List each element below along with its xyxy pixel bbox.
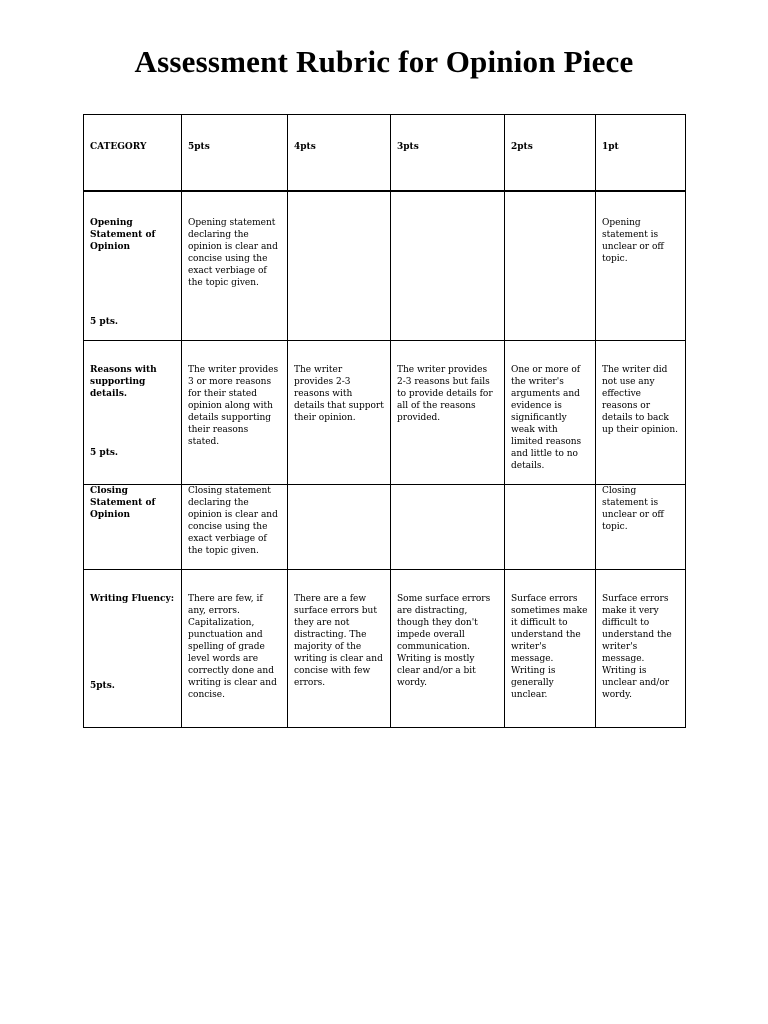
cell-text: Opening statement declaring the opinion is clear and concise using the exact verbiage of the topic given. <box>188 218 278 288</box>
rubric-cell <box>288 341 391 485</box>
cell-text: Opening statement is unclear or off topic. <box>602 218 664 264</box>
cell-text <box>505 192 595 217</box>
table-row <box>84 570 686 728</box>
category-points: 5 pts. <box>90 317 119 327</box>
cell-text: The writer provides 2-3 reasons with details that support their opinion. <box>294 365 384 423</box>
rubric-cell <box>505 485 596 570</box>
cell-text <box>391 192 504 217</box>
header-1pt: 1pt <box>602 142 619 152</box>
rubric-cell <box>505 341 596 485</box>
cell-text <box>288 192 390 217</box>
category-cell <box>84 485 182 570</box>
rubric-cell <box>182 191 288 341</box>
rubric-cell <box>288 570 391 728</box>
header-cell <box>84 115 182 192</box>
document-title: Assessment Rubric for Opinion Piece <box>134 44 634 79</box>
rubric-cell <box>596 341 686 485</box>
table-row <box>84 341 686 485</box>
rubric-cell <box>182 485 288 570</box>
cell-text: Closing statement is unclear or off topic. <box>602 486 664 532</box>
cell-text: There are few, if any, errors. Capitalization, punctuation and spelling of grade level words are correctly done and writing is clear and concise. <box>188 594 277 700</box>
rubric-cell <box>182 341 288 485</box>
rubric-cell <box>596 485 686 570</box>
category-cell <box>84 191 182 341</box>
rubric-cell <box>391 570 505 728</box>
cell-text: The writer provides 2-3 reasons but fails to provide details for all of the reasons provided. <box>397 365 493 423</box>
header-4pts: 4pts <box>294 142 316 152</box>
cell-text: Some surface errors are distracting, though they don't impede overall communication. Writing is mostly clear and/or a bit wordy. <box>397 594 491 688</box>
cell-text: One or more of the writer's arguments and evidence is significantly weak with limited reasons and little to no details. <box>511 365 582 471</box>
category-cell <box>84 570 182 728</box>
table-row <box>84 191 686 341</box>
rubric-cell <box>391 341 505 485</box>
header-5pts: 5pts <box>188 142 210 152</box>
header-cell <box>182 115 288 192</box>
cell-text: The writer did not use any effective reasons or details to back up their opinion. <box>602 365 679 435</box>
cell-text: Closing statement declaring the opinion is clear and concise using the exact verbiage of the topic given. <box>188 486 278 556</box>
category-name: Reasons with supporting details. <box>90 365 157 399</box>
category-name: Writing Fluency: <box>90 594 175 604</box>
header-category: CATEGORY <box>90 142 147 152</box>
cell-text: There are a few surface errors but they are not distracting. The majority of the writing is clear and concise with few errors. <box>294 594 383 688</box>
rubric-cell <box>505 570 596 728</box>
header-3pts: 3pts <box>397 142 419 152</box>
cell-text: The writer provides 3 or more reasons for their stated opinion along with details supporting their reasons stated. <box>188 365 279 447</box>
header-cell <box>391 115 505 192</box>
rubric-cell <box>288 485 391 570</box>
rubric-cell <box>182 570 288 728</box>
category-points: 5pts. <box>90 681 115 691</box>
rubric-cell <box>505 191 596 341</box>
category-name: Opening Statement of Opinion <box>90 218 156 252</box>
rubric-cell <box>596 191 686 341</box>
rubric-table <box>83 114 686 728</box>
header-row <box>84 115 686 192</box>
cell-text: Surface errors make it very difficult to understand the writer's message. Writing is unclear and/or wordy. <box>602 594 672 700</box>
category-points: 5 pts. <box>90 448 119 458</box>
header-2pts: 2pts <box>511 142 533 152</box>
rubric-cell <box>391 485 505 570</box>
rubric-cell <box>288 191 391 341</box>
category-cell <box>84 341 182 485</box>
rubric-cell <box>391 191 505 341</box>
rubric-cell <box>596 570 686 728</box>
header-cell <box>505 115 596 192</box>
header-cell <box>596 115 686 192</box>
category-name: Closing Statement of Opinion <box>90 486 156 520</box>
cell-text: Surface errors sometimes make it difficult to understand the writer's message. Writing is generally unclear. <box>511 594 588 700</box>
table-row <box>84 485 686 570</box>
header-cell <box>288 115 391 192</box>
